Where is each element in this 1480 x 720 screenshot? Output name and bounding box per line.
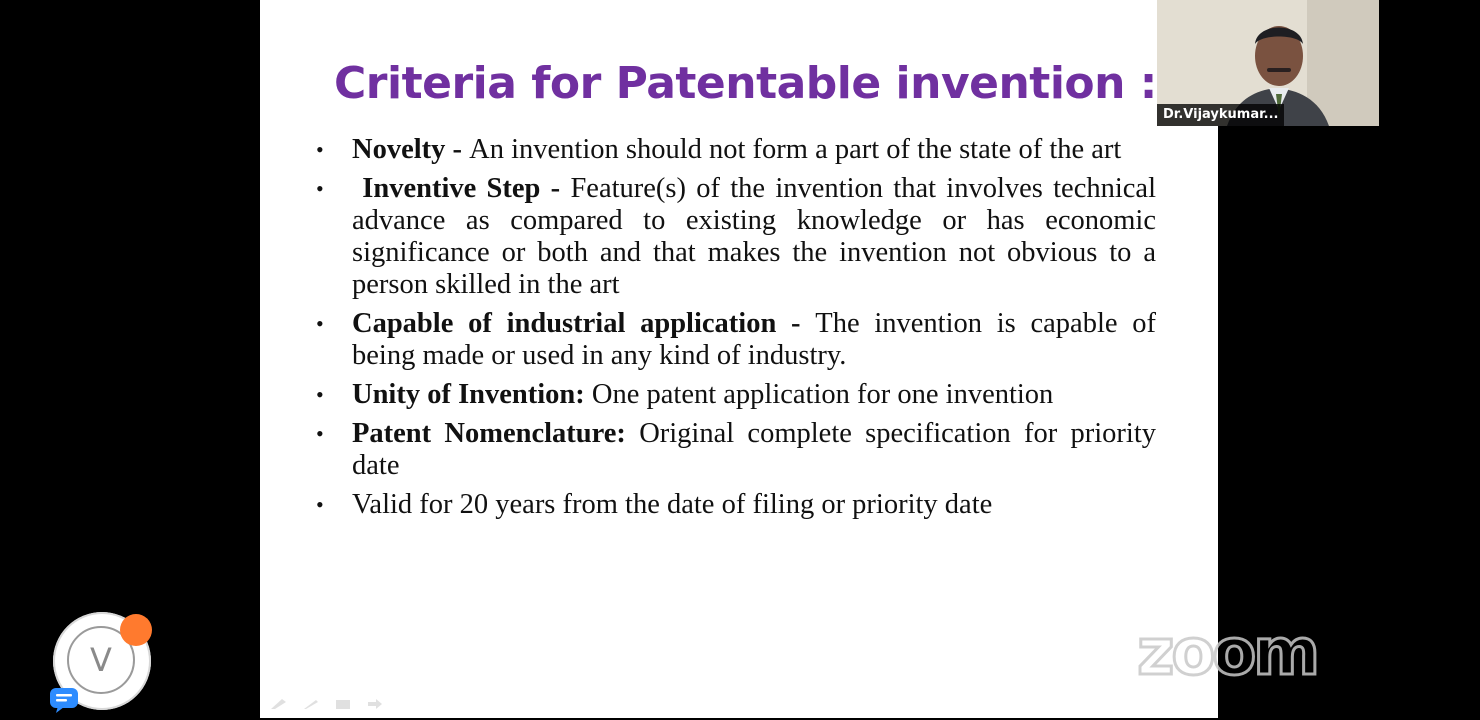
bullet-item-patent-nomenclature — [314, 418, 1156, 482]
bullet-text: An invention should not form a part of the state of the art — [469, 134, 1122, 165]
bullet-dot: • — [316, 492, 324, 517]
bullet-dot: • — [316, 176, 324, 201]
bullet-item-validity — [314, 489, 1156, 521]
bullet-item-inventive-step: • Inventive Step - Feature(s) of the invention that involves technical advance as compared to existing knowledge or has economic significance or both and that makes the invention not obvious to a person skilled in the art — [316, 173, 1156, 300]
bullet-dot: • — [316, 382, 324, 407]
participant-name-tag: Dr.Vijaykumar... — [1157, 104, 1284, 126]
bullet-term: Capable of industrial application — [352, 308, 777, 339]
forward-icon[interactable] — [366, 698, 384, 710]
bullet-item-unity-of-invention — [314, 379, 1156, 411]
bullet-term: Unity of Invention: — [352, 379, 585, 410]
notification-badge — [120, 614, 152, 646]
zoom-watermark-text: zoom — [1137, 624, 1317, 684]
slides-icon[interactable] — [334, 698, 352, 710]
pen-icon[interactable] — [270, 698, 288, 710]
highlighter-icon[interactable] — [302, 698, 320, 710]
chat-icon[interactable] — [48, 686, 80, 714]
bullet-dot: • — [316, 137, 324, 162]
zoom-watermark — [1124, 624, 1330, 684]
bullet-term: Patent Nomenclature: — [352, 418, 626, 449]
participant-video-tile[interactable] — [1157, 0, 1379, 126]
bullet-list — [314, 134, 1156, 528]
bullet-term: Novelty — [352, 134, 446, 165]
bullet-text: Valid for 20 years from the date of filing or priority date — [352, 489, 993, 520]
bullet-item-novelty: • Novelty - An invention should not form a part of the state of the art — [316, 134, 1122, 165]
presentation-slide — [260, 0, 1218, 718]
bullet-dot: • — [316, 421, 324, 446]
slide-title: Criteria for Patentable invention : — [334, 58, 1157, 109]
avatar: V — [67, 626, 135, 694]
bullet-text: Feature(s) of the invention that involves technical advance as compared to existing knowledge or has economic significance or both and that makes the invention not obvious to a person skilled in the art — [352, 173, 1156, 300]
bullet-text: Original complete specification for priority date — [352, 418, 1156, 481]
bullet-dot: • — [316, 311, 324, 336]
bullet-item-industrial-application: • Capable of industrial application - The invention is capable of being made or used in any kind of industry. — [316, 308, 1156, 371]
bullet-term: Inventive Step — [352, 173, 541, 204]
presentation-toolbar — [270, 698, 384, 710]
bullet-text: The invention is capable of being made or used in any kind of industry. — [352, 308, 1156, 371]
bullet-text: One patent application for one invention — [591, 379, 1054, 410]
